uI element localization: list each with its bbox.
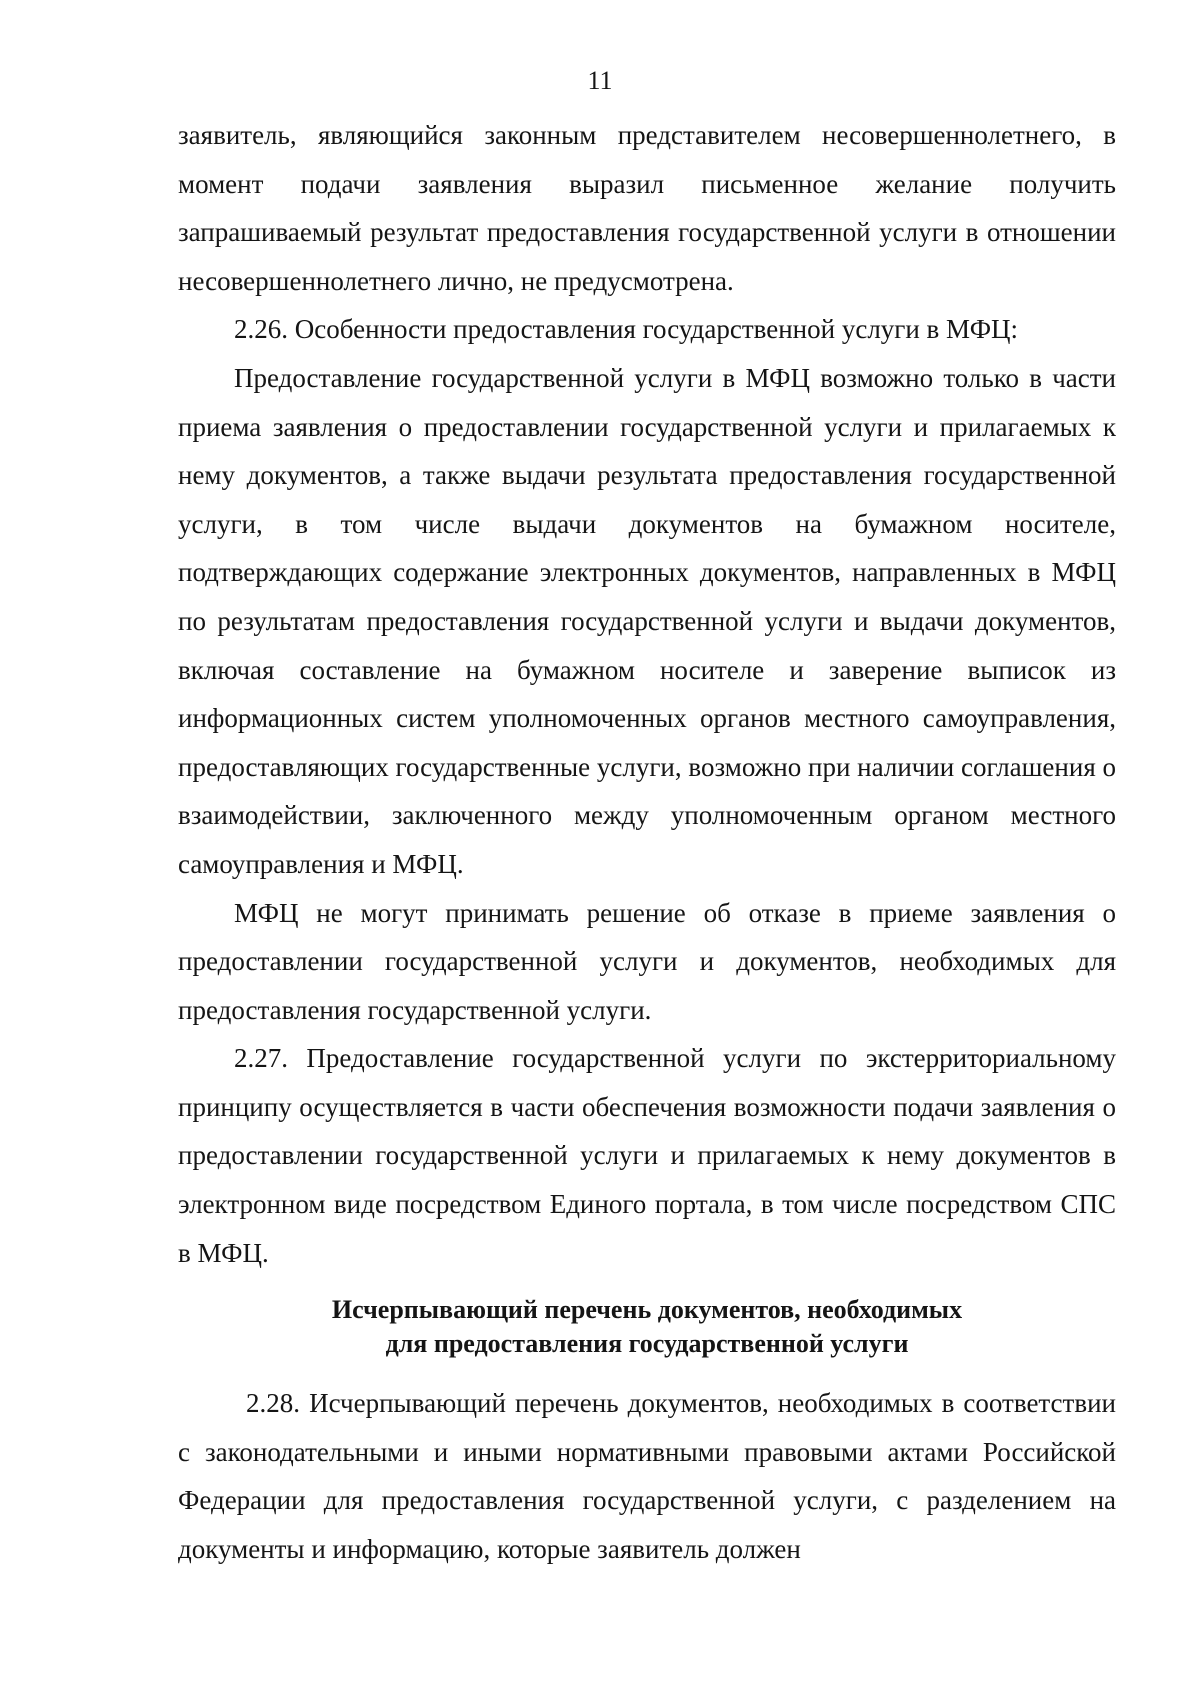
paragraph-2-28: 2.28. Исчерпывающий перечень документов, необходимых в соответствии с законодательными и иными нормативными правовыми актами Российской Федерации для предоставления государственной услуги, с разделением на документы и информацию, которые заявитель должен	[178, 1388, 1116, 1565]
paragraph-2-26-heading: 2.26. Особенности предоставления государственной услуги в МФЦ:	[234, 314, 1019, 345]
document-body	[178, 111, 1116, 1574]
section-heading	[178, 1293, 1116, 1361]
section-heading-line-2: для предоставления государственной услуги	[385, 1329, 909, 1359]
paragraph-mfc-services: Предоставление государственной услуги в МФЦ возможно только в части приема заявления о предоставлении государственной услуги и прилагаемых к нему документов, а также выдачи результата предоставления государственной услуги, в том числе выдачи документов на бумажном носителе, подтверждающих содержание электронных документов, направленных в МФЦ по результатам предоставления государственной услуги и выдачи документов, включая составление на бумажном носителе и заверение выписок из информационных систем уполномоченных органов местного самоуправления, предоставляющих государственные услуги, возможно при наличии соглашения о взаимодействии, заключенного между уполномоченным органом местного самоуправления и МФЦ.	[178, 362, 1116, 879]
paragraph-continuation: заявитель, являющийся законным представителем несовершеннолетнего, в момент подачи заявления выразил письменное желание получить запрашиваемый результат предоставления государственной услуги в отношении несовершеннолетнего лично, не предусмотрена.	[178, 120, 1116, 296]
heading-spacer	[178, 1371, 1116, 1379]
paragraph-mfc-refusal: МФЦ не могут принимать решение об отказе в приеме заявления о предоставлении государственной услуги и документов, необходимых для предоставления государственной услуги.	[178, 897, 1116, 1025]
page-number: 11	[587, 66, 613, 95]
paragraph-2-27: 2.27. Предоставление государственной услуги по экстерриториальному принципу осуществляется в части обеспечения возможности подачи заявления о предоставлении государственной услуги и прилагаемых к нему документов в электронном виде посредством Единого портала, в том числе посредством СПС в МФЦ.	[178, 1043, 1116, 1268]
section-heading-line-1: Исчерпывающий перечень документов, необходимых	[331, 1295, 963, 1325]
